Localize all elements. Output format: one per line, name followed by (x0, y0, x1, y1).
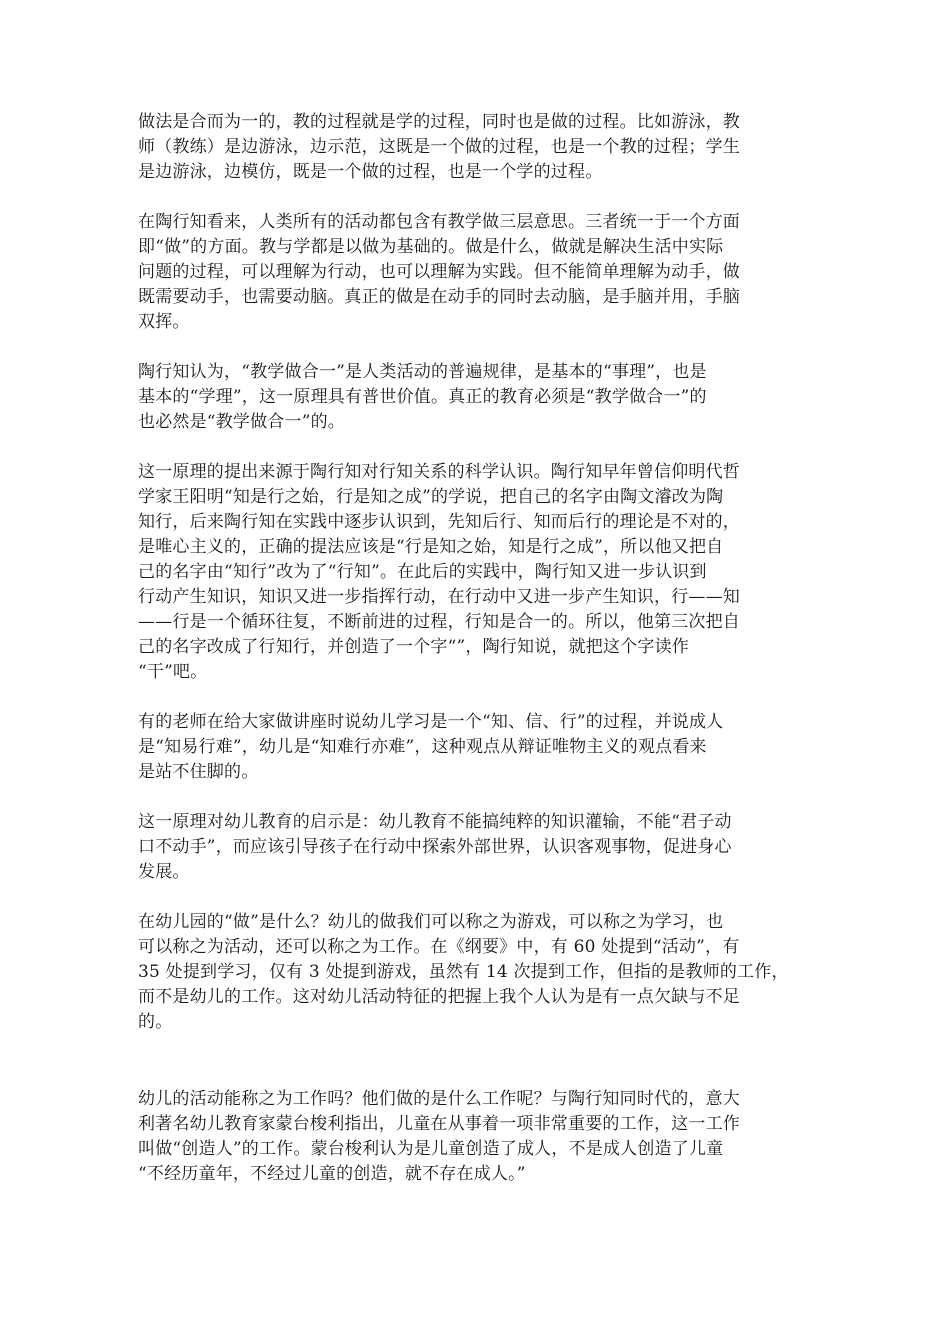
text-line: 是“知易行难”，幼儿是“知难行亦难”，这种观点从辩证唯物主义的观点看来 (138, 737, 707, 757)
text-line: “干”吧。 (138, 662, 208, 682)
document-page (138, 110, 838, 1212)
text-line: 师（教练）是边游泳，边示范，这既是一个做的过程，也是一个教的过程；学生 (138, 137, 740, 157)
text-line: 己的名字由“知行”改为了“行知”。在此后的实践中，陶行知又进一步认识到 (138, 562, 707, 582)
text-line: 问题的过程，可以理解为行动，也可以理解为实践。但不能简单理解为动手，做 (138, 262, 740, 282)
paragraph-5 (138, 710, 838, 785)
text-line: 而不是幼儿的工作。这对幼儿活动特征的把握上我个人认为是有一点欠缺与不足 (138, 987, 740, 1007)
paragraph-2 (138, 210, 838, 335)
text-line: 这一原理对幼儿教育的启示是：幼儿教育不能搞纯粹的知识灌输，不能“君子动 (138, 812, 732, 832)
text-line: 是唯心主义的，正确的提法应该是“行是知之始，知是行之成”，所以他又把自 (138, 537, 724, 557)
text-line: 在幼儿园的“做”是什么？幼儿的做我们可以称之为游戏，可以称之为学习，也 (138, 912, 724, 932)
text-line: 是边游泳，边模仿，既是一个做的过程，也是一个学的过程。 (138, 162, 603, 182)
paragraph-7 (138, 910, 838, 1035)
text-line: 可以称之为活动，还可以称之为工作。在《纲要》中，有 60 处提到“活动”，有 (138, 937, 740, 957)
text-line: “不经历童年，不经过儿童的创造，就不存在成人。” (138, 1164, 526, 1184)
paragraph-6 (138, 810, 838, 885)
text-line: 己的名字改成了行知行，并创造了一个字“”，陶行知说，就把这个字读作 (138, 637, 689, 657)
paragraph-4 (138, 460, 838, 685)
text-line: 的。 (138, 1012, 173, 1032)
paragraph-1 (138, 110, 838, 185)
text-line: 是站不住脚的。 (138, 762, 259, 782)
text-line: ——行是一个循环往复，不断前进的过程，行知是合一的。所以，他第三次把自 (138, 612, 740, 632)
blank-spacer (138, 1060, 838, 1087)
text-line: 即“做”的方面。教与学都是以做为基础的。做是什么，做就是解决生活中实际 (138, 237, 724, 257)
text-line: 做法是合而为一的，教的过程就是学的过程，同时也是做的过程。比如游泳，教 (138, 112, 740, 132)
text-line: 双挥。 (138, 312, 190, 332)
text-line: 幼儿的活动能称之为工作吗？他们做的是什么工作呢？与陶行知同时代的，意大 (138, 1089, 740, 1109)
text-line: 有的老师在给大家做讲座时说幼儿学习是一个“知、信、行”的过程，并说成人 (138, 712, 724, 732)
text-line: 这一原理的提出来源于陶行知对行知关系的科学认识。陶行知早年曾信仰明代哲 (138, 462, 740, 482)
text-line: 35 处提到学习，仅有 3 处提到游戏，虽然有 14 次提到工作，但指的是教师的工作， (138, 962, 789, 982)
text-line: 行动产生知识，知识又进一步指挥行动，在行动中又进一步产生知识，行——知 (138, 587, 740, 607)
text-line: 叫做“创造人”的工作。蒙台梭利认为是儿童创造了成人，不是成人创造了儿童 (138, 1139, 724, 1159)
text-line: 既需要动手，也需要动脑。真正的做是在动手的同时去动脑，是手脑并用，手脑 (138, 287, 740, 307)
text-line: 学家王阳明“知是行之始，行是知之成”的学说，把自己的名字由陶文濬改为陶 (138, 487, 724, 507)
text-line: 陶行知认为，“教学做合一”是人类活动的普遍规律，是基本的“事理”，也是 (138, 362, 707, 382)
paragraph-8 (138, 1087, 838, 1187)
text-line: 基本的“学理”，这一原理具有普世价值。真正的教育必须是“教学做合一”的 (138, 387, 707, 407)
paragraph-3 (138, 360, 838, 435)
text-line: 也必然是“教学做合一”的。 (138, 412, 345, 432)
text-line: 知行，后来陶行知在实践中逐步认识到，先知后行、知而后行的理论是不对的， (138, 512, 740, 532)
text-line: 在陶行知看来，人类所有的活动都包含有教学做三层意思。三者统一于一个方面 (138, 212, 740, 232)
text-line: 利著名幼儿教育家蒙台梭利指出，儿童在从事着一项非常重要的工作，这一工作 (138, 1114, 740, 1134)
text-line: 口不动手”，而应该引导孩子在行动中探索外部世界，认识客观事物，促进身心 (138, 837, 732, 857)
text-line: 发展。 (138, 862, 190, 882)
